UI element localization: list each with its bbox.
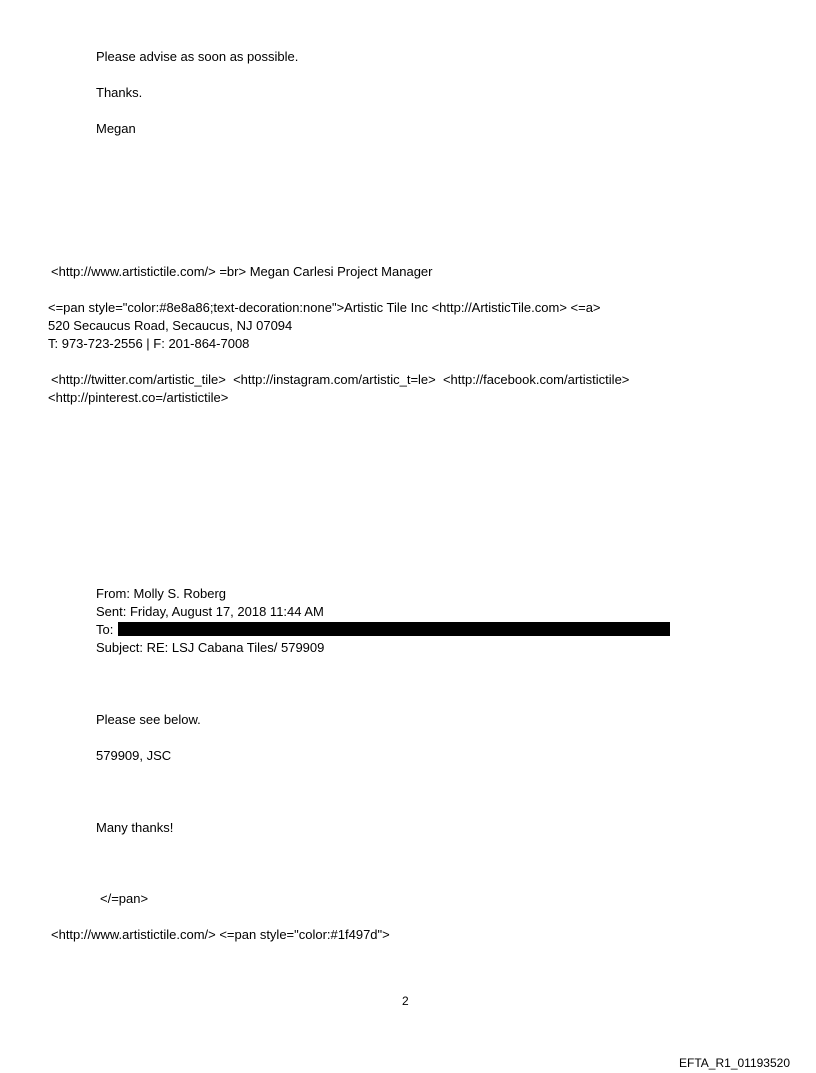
- body-line-see-below: Please see below.: [96, 712, 201, 727]
- email-subject-line: Subject: RE: LSJ Cabana Tiles/ 579909: [96, 640, 325, 655]
- signature-title-line: <http://www.artistictile.com/> =br> Megan Carlesi Project Manager: [51, 264, 433, 279]
- email-sent-line: Sent: Friday, August 17, 2018 11:44 AM: [96, 604, 324, 619]
- bates-number: EFTA_R1_01193520: [679, 1056, 790, 1070]
- signature-address-line: 520 Secaucus Road, Secaucus, NJ 07094: [48, 318, 293, 333]
- body-line-website-link: <http://www.artistictile.com/> <=pan style="color:#1f497d">: [51, 927, 390, 942]
- signature-pinterest-line: <http://pinterest.co=/artistictile>: [48, 390, 229, 405]
- email-to-line: To:: [96, 622, 114, 637]
- message-line-advise: Please advise as soon as possible.: [96, 49, 299, 64]
- signature-social-links-line: <http://twitter.com/artistic_tile> <http://instagram.com/artistic_t=le> <http://facebook.com/artistictile>: [51, 372, 630, 387]
- message-line-name: Megan: [96, 121, 136, 136]
- body-line-reference: 579909, JSC: [96, 748, 172, 763]
- email-from-line: From: Molly S. Roberg: [96, 586, 227, 601]
- signature-company-line: <=pan style="color:#8e8a86;text-decoration:none">Artistic Tile Inc <http://ArtisticTile.com> <=a>: [48, 300, 601, 315]
- message-line-thanks: Thanks.: [96, 85, 143, 100]
- body-line-close-tag: </=pan>: [100, 891, 149, 906]
- page-number: 2: [402, 994, 409, 1008]
- signature-phone-line: T: 973-723-2556 | F: 201-864-7008: [48, 336, 250, 351]
- body-line-many-thanks: Many thanks!: [96, 820, 174, 835]
- redaction-bar: [118, 622, 670, 636]
